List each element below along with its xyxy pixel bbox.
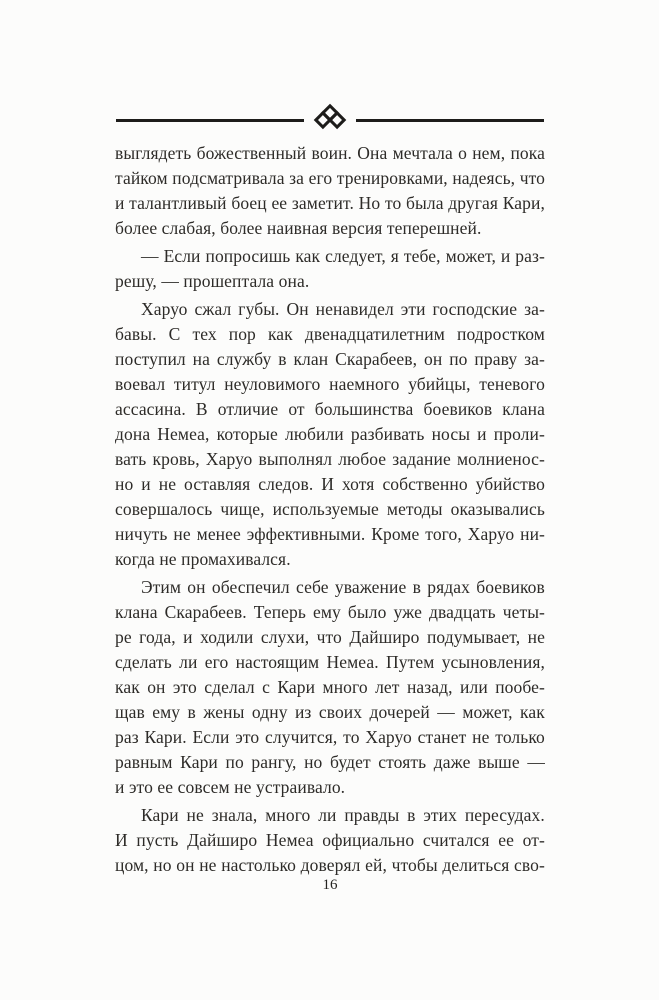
- text-line: и талантливый боец ее заметит. Но то была другая Кари,: [115, 193, 545, 213]
- header-rule-right: [356, 119, 544, 122]
- text-line: раз Кари. Если это случится, то Харуо станет не только: [115, 727, 545, 747]
- text-line: но и не оставляя следов. И хотя собственно убийство: [115, 474, 545, 494]
- text-line: когда не промахивался.: [115, 549, 291, 569]
- paragraph: [115, 803, 545, 878]
- text-line: как он это сделал с Кари много лет назад, или пообе-: [115, 677, 545, 697]
- page-number: 16: [322, 877, 338, 893]
- text-line: Этим он обеспечил себе уважение в рядах боевиков: [141, 577, 545, 597]
- header-rule: [116, 103, 544, 137]
- text-line: дона Немеа, которые любили разбивать носы и проли-: [115, 424, 545, 444]
- paragraph: [115, 141, 545, 241]
- text-line: щав ему в жены одну из своих дочерей — может, как: [115, 702, 545, 722]
- text-line: И пусть Дайширо Немеа официально считался ее от-: [115, 830, 545, 850]
- text-line: клана Скарабеев. Теперь ему было уже двадцать четы-: [115, 602, 545, 622]
- text-line: решу, — прошептала она.: [115, 271, 310, 291]
- text-line: сделать ли его настоящим Немеа. Путем усыновления,: [115, 652, 545, 672]
- text-line: совершалось чище, используемые методы оказывались: [115, 499, 545, 519]
- text-block: [115, 141, 545, 878]
- text-line: поступил на службу в клан Скарабеев, он по праву за-: [115, 349, 545, 369]
- text-line: равным Кари по рангу, но будет стоять даже выше —: [115, 752, 545, 772]
- text-line: выглядеть божественный воин. Она мечтала о нем, пока: [115, 143, 545, 163]
- text-line: тайком подсматривала за его тренировками, надеясь, что: [115, 168, 545, 188]
- text-line: бавы. С тех пор как двенадцатилетним подростком: [115, 324, 545, 344]
- text-line: цом, но он не настолько доверял ей, чтобы делиться сво-: [115, 855, 545, 875]
- text-line: ничуть не менее эффективными. Кроме того, Харуо ни-: [115, 524, 545, 544]
- text-line: ассасина. В отличие от большинства боевиков клана: [115, 399, 545, 419]
- text-line: ре года, и ходили слухи, что Дайширо подумывает, не: [115, 627, 545, 647]
- text-line: Кари не знала, много ли правды в этих пересудах.: [141, 805, 545, 825]
- text-line: более слабая, более наивная версия теперешней.: [115, 218, 482, 238]
- diamond-ornament-icon: [313, 103, 347, 137]
- text-line: Харуо сжал губы. Он ненавидел эти господские за-: [141, 299, 545, 319]
- text-line: вать кровь, Харуо выполнял любое задание молниенос-: [115, 449, 545, 469]
- text-line: — Если попросишь как следует, я тебе, может, и раз-: [141, 246, 545, 266]
- paragraph: [115, 244, 545, 294]
- text-line: воевал титул неуловимого наемного убийцы, теневого: [115, 374, 545, 394]
- paragraph: [115, 575, 545, 800]
- text-line: и это ее совсем не устраивало.: [115, 777, 346, 797]
- paragraph: [115, 297, 545, 572]
- header-rule-left: [116, 119, 304, 122]
